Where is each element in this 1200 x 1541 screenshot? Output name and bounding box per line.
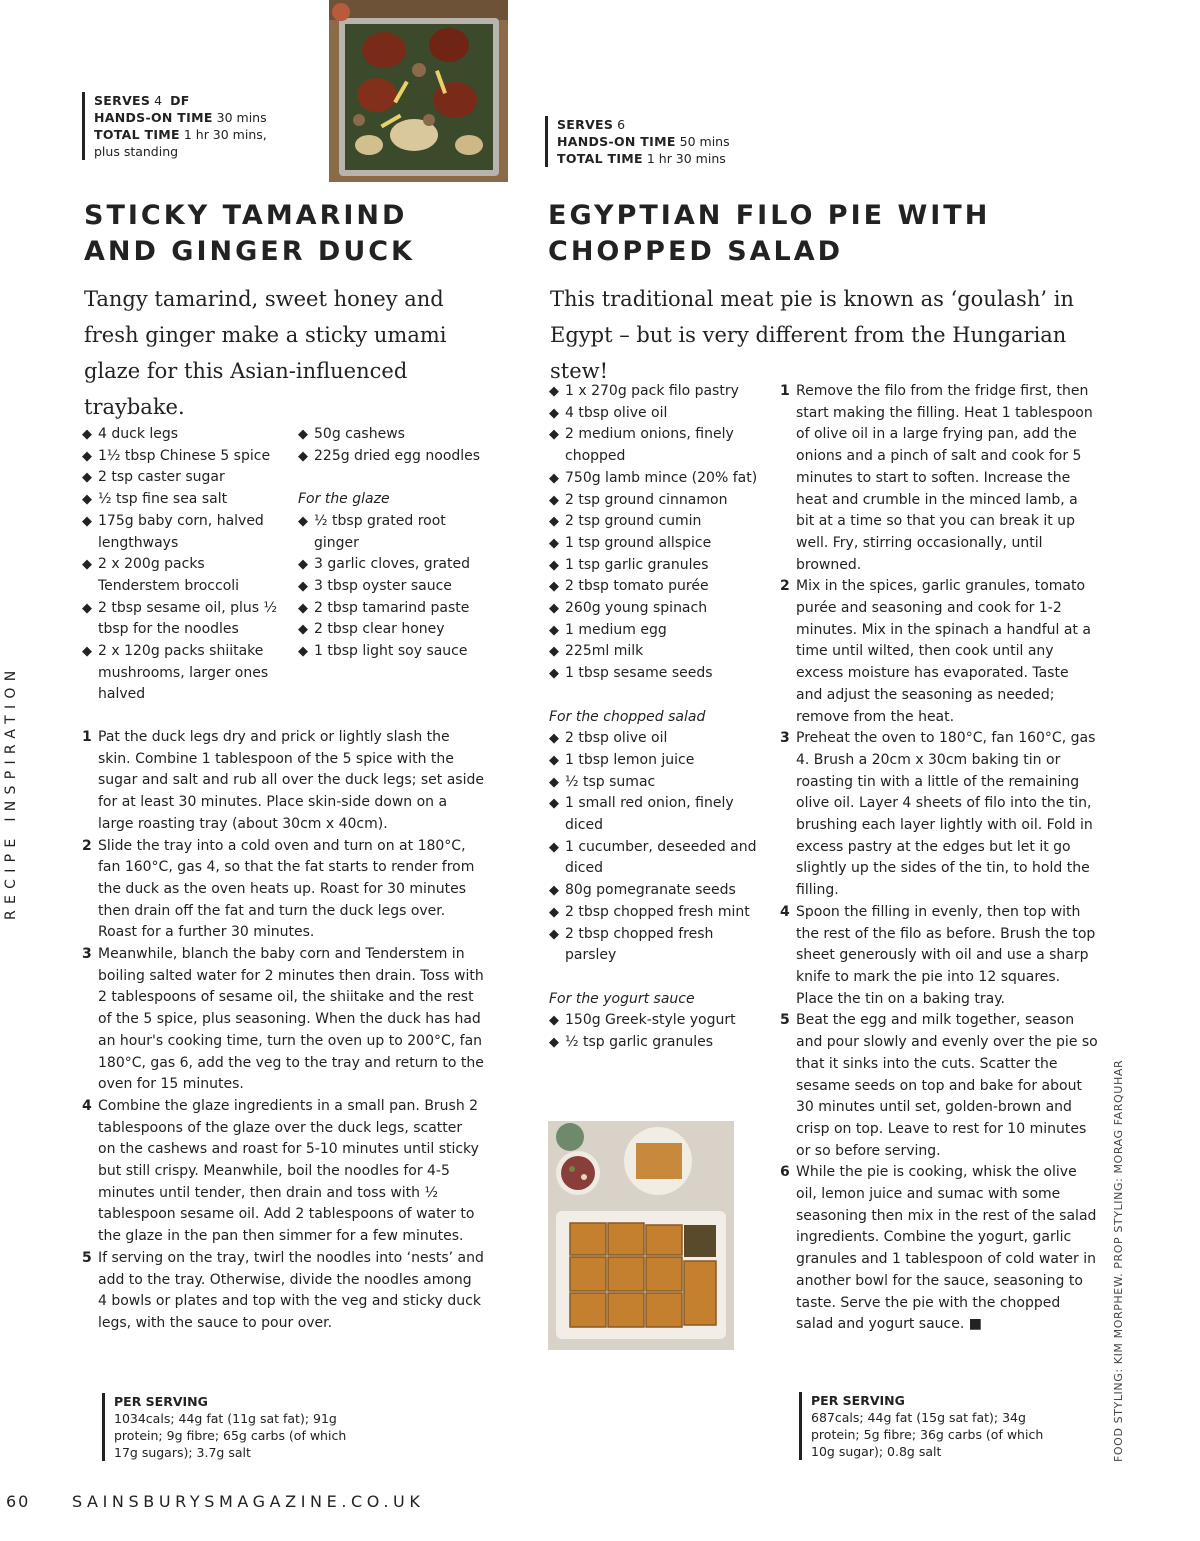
pie-photo-art: [548, 1121, 734, 1350]
pie-salad-heading: For the chopped salad: [549, 708, 706, 725]
method-step: [82, 944, 484, 1096]
duck-total-extra: plus standing: [94, 144, 179, 159]
pie-salad-list: [549, 728, 764, 967]
pie-method-list: [780, 381, 1098, 1336]
step-number: 4: [82, 1097, 92, 1114]
ingredient-item: ◆ 1 tbsp lemon juice: [549, 750, 764, 772]
duck-ingredients-col2: [298, 424, 488, 663]
pie-nutrition: [799, 1392, 1051, 1460]
ingredient-item: ◆ 1 tbsp sesame seeds: [549, 663, 764, 685]
pie-total-label: TOTAL TIME: [557, 151, 643, 166]
duck-ingredients-extra-list: [298, 424, 488, 467]
pie-serves-label: SERVES: [557, 117, 614, 132]
ingredient-item: ◆ 1½ tbsp Chinese 5 spice: [82, 446, 282, 468]
ingredient-item: ◆ 2 tsp ground cumin: [549, 511, 764, 533]
step-number: 2: [82, 837, 92, 854]
ingredient-item: ◆ ½ tsp sumac: [549, 772, 764, 794]
ingredient-item: ◆ 50g cashews: [298, 424, 488, 446]
method-step: [780, 576, 1098, 728]
ingredient-item: ◆ 4 duck legs: [82, 424, 282, 446]
ingredient-item: ◆ 1 tsp garlic granules: [549, 555, 764, 577]
pie-yogurt-heading: For the yogurt sauce: [549, 990, 695, 1007]
section-label: RECIPE INSPIRATION: [3, 664, 19, 920]
ingredient-item: ◆ 1 tsp ground allspice: [549, 533, 764, 555]
ingredient-item: ◆ 1 x 270g pack filo pastry: [549, 381, 764, 403]
duck-diet-badge: DF: [170, 93, 190, 108]
pie-total-value: 1 hr 30 mins: [646, 151, 726, 166]
ingredient-item: ◆ 2 tbsp tomato purée: [549, 576, 764, 598]
method-step: [82, 727, 484, 836]
step-number: 5: [82, 1249, 92, 1266]
pie-intro: This traditional meat pie is known as ‘goulash’ in Egypt – but is very different from the Hungarian stew!: [550, 287, 1074, 383]
ingredient-item: ◆ 2 tsp ground cinnamon: [549, 490, 764, 512]
duck-ingredients-list: [82, 424, 282, 706]
step-text: While the pie is cooking, whisk the olive oil, lemon juice and sumac with some seasoning then mix in the rest of the salad ingredients. Combine the yogurt, garlic granules and 1 tablespoon of cold water in another bowl for the sauce, seasoning to taste. Serve the pie with the chopped salad and yogurt sauce. ■: [796, 1164, 1097, 1333]
ingredient-item: ◆ 2 x 200g packs Tenderstem broccoli: [82, 554, 282, 597]
duck-nutrition: [102, 1393, 354, 1461]
step-text: Meanwhile, blanch the baby corn and Tenderstem in boiling salted water for 2 minutes then drain. Toss with 2 tablespoons of sesame oil, the shiitake and the rest of the 5 spice, plus seasoning. When the duck has had an hour's cooking time, turn the oven up to 200°C, fan 180°C, gas 6, add the veg to the tray and return to the oven for 15 minutes.: [98, 946, 484, 1093]
step-text: Mix in the spices, garlic granules, tomato purée and seasoning and cook for 1-2 minutes. Mix in the spinach a handful at a time until wilted, then cook until any excess moisture has evaporated. Taste and adjust the seasoning as needed; remove from the heat.: [796, 578, 1091, 725]
step-number: 3: [780, 730, 790, 747]
ingredient-item: ◆ 2 tsp caster sugar: [82, 467, 282, 489]
step-number: 2: [780, 578, 790, 595]
pie-photo: [548, 1121, 734, 1350]
duck-photo: [329, 0, 508, 182]
ingredient-item: ◆ 2 medium onions, finely chopped: [549, 424, 764, 467]
ingredient-item: ◆ 1 tbsp light soy sauce: [298, 641, 488, 663]
step-text: Slide the tray into a cold oven and turn on at 180°C, fan 160°C, gas 4, so that the fat starts to render from the duck as the oven heats up. Roast for 30 minutes then drain off the fat and turn the duck legs over. Roast for a further 30 minutes.: [98, 837, 475, 941]
pie-stats: [545, 116, 777, 167]
method-step: [780, 1010, 1098, 1162]
duck-method-list: [82, 727, 484, 1335]
duck-total-value: 1 hr 30 mins,: [183, 127, 267, 142]
step-text: Beat the egg and milk together, season and pour slowly and evenly over the pie so that it sinks into the cuts. Scatter the sesame seeds on top and bake for about 30 minutes until set, golden-brown and crisp on top. Leave to rest for 10 minutes or so before serving.: [796, 1012, 1098, 1159]
duck-total-label: TOTAL TIME: [94, 127, 180, 142]
step-text: Spoon the filling in evenly, then top with the rest of the filo as before. Brush the top sheet generously with oil and use a sharp knife to mark the pie into 12 squares. Place the tin on a baking tray.: [796, 903, 1096, 1007]
duck-per-serving-label: PER SERVING: [114, 1394, 208, 1409]
method-step: [780, 902, 1098, 1011]
duck-title-line2: AND GINGER DUCK: [84, 236, 415, 267]
duck-title-line1: STICKY TAMARIND: [84, 200, 408, 231]
method-step: [780, 1162, 1098, 1336]
method-step: [82, 1096, 484, 1248]
method-step: [780, 381, 1098, 576]
duck-nutrition-text: 1034cals; 44g fat (11g sat fat); 91g protein; 9g fibre; 65g carbs (of which 17g sugars); 3.7g salt: [114, 1411, 347, 1460]
step-text: Remove the filo from the fridge first, then start making the filling. Heat 1 tablespoon of olive oil in a large frying pan, add the onions and a pinch of salt and cook for 5 minutes to start to soften. Increase the heat and crumble in the minced lamb, a bit at a time so that you can break it up well. Fry, stirring occasionally, until browned.: [796, 383, 1093, 573]
step-number: 1: [82, 729, 92, 745]
pie-nutrition-text: 687cals; 44g fat (15g sat fat); 34g protein; 5g fibre; 36g carbs (of which 10g sugar); 0.8g salt: [811, 1410, 1044, 1459]
step-text: Preheat the oven to 180°C, fan 160°C, gas 4. Brush a 20cm x 30cm baking tin or roasting tin with a little of the remaining olive oil. Layer 4 sheets of filo into the tin, brushing each layer lightly with oil. Fold in excess pastry at the edges but let it go slightly up the sides of the tin, to hold the filling.: [796, 730, 1096, 899]
step-number: 5: [780, 1012, 790, 1029]
ingredient-item: ◆ ½ tbsp grated root ginger: [298, 511, 488, 554]
ingredient-item: ◆ 175g baby corn, halved lengthways: [82, 511, 282, 554]
method-step: [82, 1248, 484, 1335]
duck-photo-art: [329, 0, 508, 182]
ingredient-item: ◆ 2 tbsp tamarind paste: [298, 598, 488, 620]
pie-ingredients-col: [549, 381, 764, 1054]
duck-stats: [82, 92, 314, 160]
pie-title-line1: EGYPTIAN FILO PIE WITH: [548, 200, 991, 231]
ingredient-item: ◆ ½ tsp garlic granules: [549, 1032, 764, 1054]
duck-title: [84, 198, 514, 270]
ingredient-item: ◆ 3 tbsp oyster sauce: [298, 576, 488, 598]
ingredient-item: ◆ ½ tsp fine sea salt: [82, 489, 282, 511]
ingredient-item: ◆ 3 garlic cloves, grated: [298, 554, 488, 576]
footer-site: SAINSBURYSMAGAZINE.CO.UK: [72, 1492, 425, 1511]
photo-credits: FOOD STYLING: KIM MORPHEW. PROP STYLING: MORAG FARQUHAR: [1112, 1059, 1125, 1462]
ingredient-item: ◆ 225g dried egg noodles: [298, 446, 488, 468]
ingredient-item: ◆ 2 tbsp olive oil: [549, 728, 764, 750]
step-text: Combine the glaze ingredients in a small pan. Brush 2 tablespoons of the glaze over the duck legs, scatter on the cashews and roast for 5-10 minutes until sticky but still crispy. Meanwhile, boil the noodles for 4-5 minutes until tender, then drain and toss with ½ tablespoon sesame oil. Add 2 tablespoons of water to the glaze in the pan then simmer for a few minutes.: [98, 1097, 479, 1245]
duck-hands-on-label: HANDS-ON TIME: [94, 110, 213, 125]
step-text: If serving on the tray, twirl the noodles into ‘nests’ and add to the tray. Otherwise, divide the noodles among 4 bowls or plates and top with the veg and sticky duck legs, with the sauce to pour over.: [98, 1249, 484, 1331]
ingredient-item: ◆ 150g Greek-style yogurt: [549, 1010, 764, 1032]
ingredient-item: ◆ 2 x 120g packs shiitake mushrooms, larger ones halved: [82, 641, 282, 706]
pie-title: [548, 198, 1088, 270]
step-number: 1: [780, 383, 790, 399]
pie-per-serving-label: PER SERVING: [811, 1393, 905, 1408]
duck-hands-on-value: 30 mins: [216, 110, 267, 125]
method-step: [82, 836, 484, 945]
duck-glaze-heading: For the glaze: [298, 491, 390, 508]
pie-hands-on-value: 50 mins: [679, 134, 730, 149]
ingredient-item: ◆ 4 tbsp olive oil: [549, 403, 764, 425]
duck-glaze-list: [298, 511, 488, 663]
duck-serves-label: SERVES: [94, 93, 151, 108]
page-number: 60: [6, 1492, 31, 1511]
step-number: 4: [780, 903, 790, 920]
step-number: 3: [82, 946, 92, 963]
ingredient-item: ◆ 2 tbsp sesame oil, plus ½ tbsp for the noodles: [82, 598, 282, 641]
step-text: Pat the duck legs dry and prick or lightly slash the skin. Combine 1 tablespoon of the 5 spice with the sugar and salt and rub all over the duck legs; set aside for at least 30 minutes. Place skin-side down on a large roasting tray (about 30cm x 40cm).: [98, 729, 484, 832]
pie-ingredients-list: [549, 381, 764, 685]
ingredient-item: ◆ 750g lamb mince (20% fat): [549, 468, 764, 490]
ingredient-item: ◆ 1 medium egg: [549, 620, 764, 642]
pie-serves-value: 6: [617, 117, 626, 132]
pie-yogurt-list: [549, 1010, 764, 1053]
pie-hands-on-label: HANDS-ON TIME: [557, 134, 676, 149]
ingredient-item: ◆ 2 tbsp clear honey: [298, 619, 488, 641]
step-number: 6: [780, 1164, 790, 1181]
ingredient-item: ◆ 1 cucumber, deseeded and diced: [549, 837, 764, 880]
ingredient-item: ◆ 80g pomegranate seeds: [549, 880, 764, 902]
pie-title-line2: CHOPPED SALAD: [548, 236, 844, 267]
ingredient-item: ◆ 2 tbsp chopped fresh mint: [549, 902, 764, 924]
ingredient-item: ◆ 1 small red onion, finely diced: [549, 793, 764, 836]
duck-intro: Tangy tamarind, sweet honey and fresh ginger make a sticky umami glaze for this Asian-influenced traybake.: [84, 287, 447, 419]
duck-serves-value: 4: [154, 93, 163, 108]
ingredient-item: ◆ 2 tbsp chopped fresh parsley: [549, 924, 764, 967]
method-step: [780, 728, 1098, 902]
ingredient-item: ◆ 225ml milk: [549, 641, 764, 663]
ingredient-item: ◆ 260g young spinach: [549, 598, 764, 620]
